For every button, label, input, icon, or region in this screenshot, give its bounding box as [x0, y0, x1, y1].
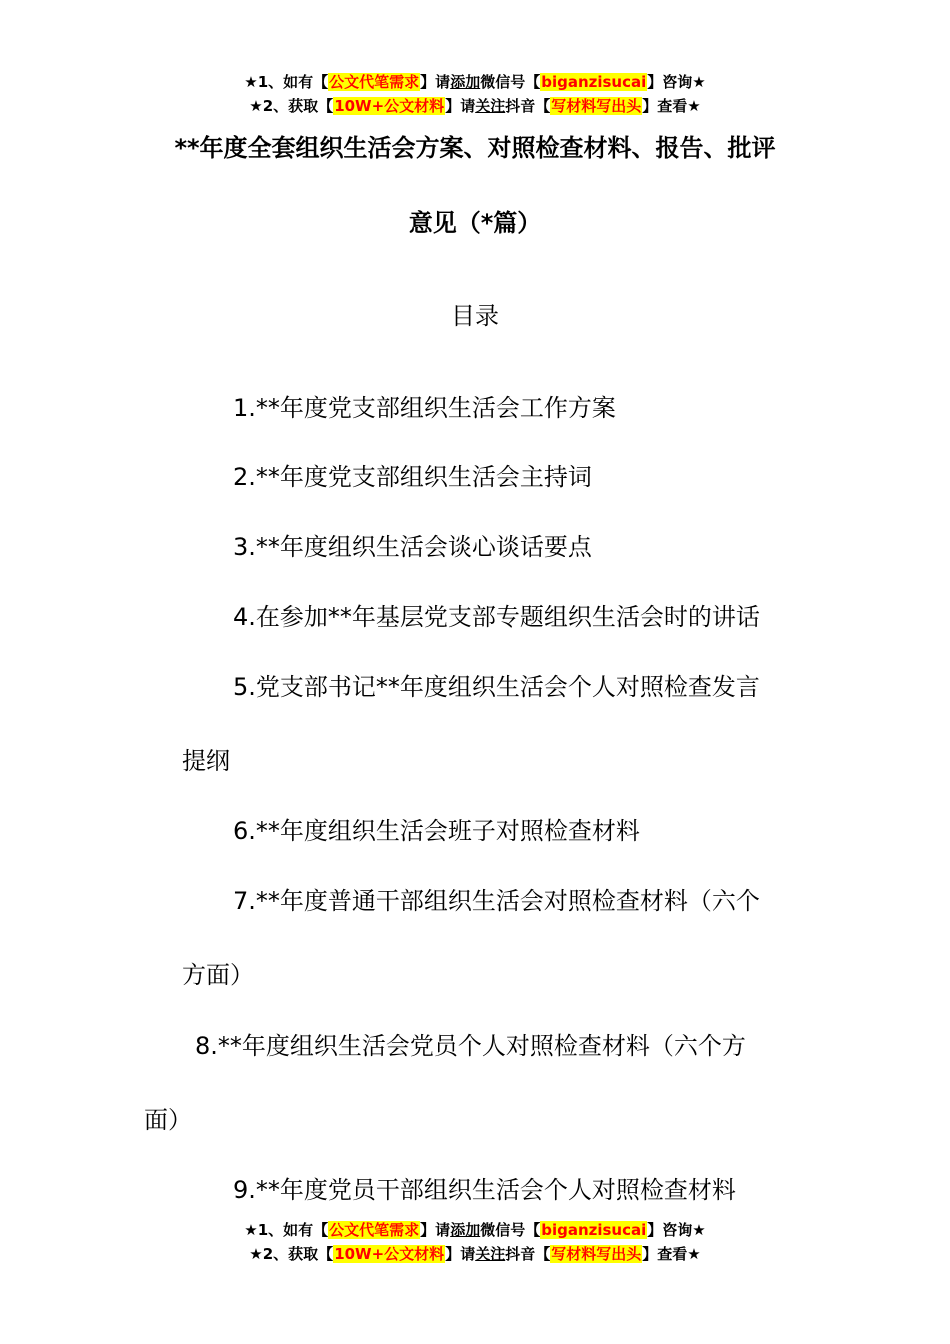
- banner-line-2: [0, 94, 950, 118]
- banner-emphasis: 添加: [450, 73, 481, 91]
- toc-item: 1.**年度党支部组织生活会工作方案: [233, 394, 616, 422]
- document-title-line-1: **年度全套组织生活会方案、对照检查材料、报告、批评: [174, 134, 776, 162]
- banner-line-1: [0, 1218, 950, 1242]
- banner-highlight: 公文代笔需求: [329, 73, 420, 91]
- banner-text: ★2、获取【: [249, 1245, 334, 1263]
- banner-text: 】请: [445, 97, 476, 115]
- toc-item-continuation: 方面）: [182, 961, 254, 989]
- banner-text: ★1、如有【: [244, 73, 329, 91]
- toc-item: 8.**年度组织生活会党员个人对照检查材料（六个方: [195, 1032, 746, 1060]
- banner-text: 微信号【: [480, 73, 541, 91]
- banner-text: ★2、获取【: [249, 97, 334, 115]
- toc-item: 9.**年度党员干部组织生活会个人对照检查材料: [233, 1176, 736, 1204]
- banner-text: 】咨询★: [647, 1221, 706, 1239]
- banner-emphasis: 关注: [475, 97, 506, 115]
- banner-highlight: biganzisucai: [541, 73, 647, 91]
- banner-text: 抖音【: [505, 1245, 551, 1263]
- banner-line-1: [0, 70, 950, 94]
- banner-text: 】咨询★: [647, 73, 706, 91]
- banner-highlight: 公文代笔需求: [329, 1221, 420, 1239]
- banner-text: 抖音【: [505, 97, 551, 115]
- banner-text: 】查看★: [642, 97, 701, 115]
- banner-highlight: 写材料写出头: [551, 97, 642, 115]
- toc-item: 3.**年度组织生活会谈心谈话要点: [233, 533, 592, 561]
- header-banner: [0, 70, 950, 118]
- banner-text: 】请: [445, 1245, 476, 1263]
- toc-item-continuation: 面）: [144, 1106, 192, 1134]
- banner-text: ★1、如有【: [244, 1221, 329, 1239]
- document-title-line-2: 意见（*篇）: [408, 209, 542, 237]
- banner-highlight: 10W+公文材料: [334, 1245, 445, 1263]
- footer-banner: [0, 1218, 950, 1266]
- toc-item: 6.**年度组织生活会班子对照检查材料: [233, 817, 640, 845]
- toc-item: 7.**年度普通干部组织生活会对照检查材料（六个: [233, 887, 760, 915]
- banner-emphasis: 添加: [450, 1221, 481, 1239]
- toc-item: 4.在参加**年基层党支部专题组织生活会时的讲话: [233, 603, 760, 631]
- banner-text: 微信号【: [480, 1221, 541, 1239]
- banner-emphasis: 关注: [475, 1245, 506, 1263]
- banner-text: 】请: [420, 73, 451, 91]
- toc-item: 5.党支部书记**年度组织生活会个人对照检查发言: [233, 673, 760, 701]
- banner-highlight: biganzisucai: [541, 1221, 647, 1239]
- banner-highlight: 写材料写出头: [551, 1245, 642, 1263]
- banner-text: 】查看★: [642, 1245, 701, 1263]
- banner-text: 】请: [420, 1221, 451, 1239]
- toc-item-continuation: 提纲: [182, 747, 230, 775]
- banner-highlight: 10W+公文材料: [334, 97, 445, 115]
- toc-heading: 目录: [451, 302, 499, 330]
- banner-line-2: [0, 1242, 950, 1266]
- toc-item: 2.**年度党支部组织生活会主持词: [233, 463, 592, 491]
